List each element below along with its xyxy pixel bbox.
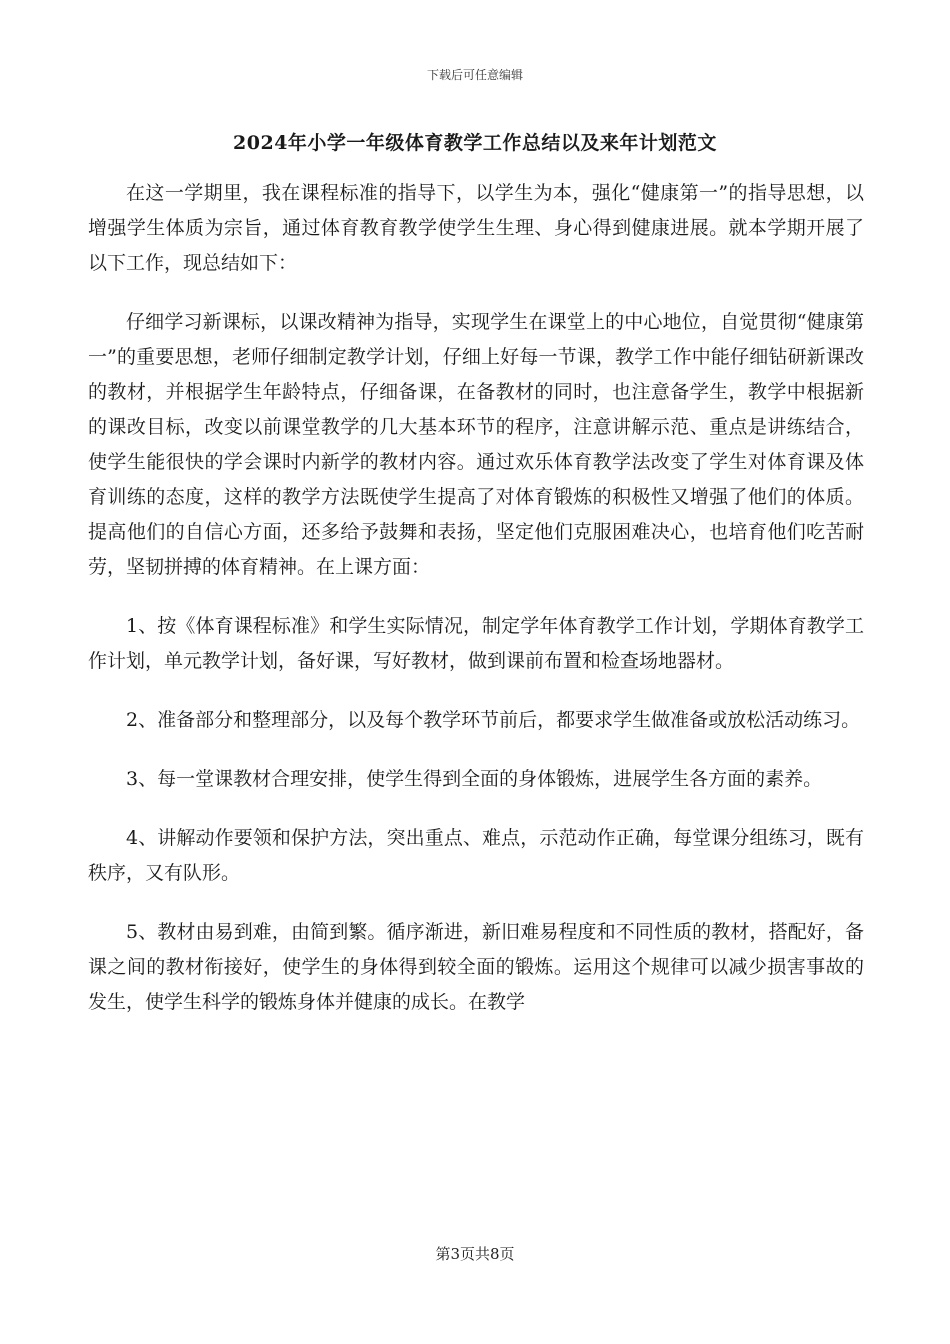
document-title: 2024年小学一年级体育教学工作总结以及来年计划范文 bbox=[233, 132, 717, 154]
header-note: 下载后可任意编辑 bbox=[426, 68, 523, 82]
paragraph-item-2: 2、准备部分和整理部分，以及每个教学环节前后，都要求学生做准备或放松活动练习。 bbox=[126, 709, 861, 731]
paragraph-intro: 在这一学期里，我在课程标准的指导下，以学生为本，强化“健康第一”的指导思想，以增强学生体质为宗旨，通过体育教育教学使学生生理、身心得到健康进展。就本学期开展了以下工作，现总结如下： bbox=[88, 182, 864, 274]
document-body bbox=[88, 176, 864, 1044]
paragraph-item-3: 3、每一堂课教材合理安排，使学生得到全面的身体锻炼，进展学生各方面的素养。 bbox=[126, 768, 823, 790]
paragraph-study: 仔细学习新课标，以课改精神为指导，实现学生在课堂上的中心地位，自觉贯彻“健康第一”的重要思想，老师仔细制定教学计划，仔细上好每一节课，教学工作中能仔细钻研新课改的教材，并根据学生年龄特点，仔细备课，在备教材的同时，也注意备学生，教学中根据新的课改目标，改变以前课堂教学的几大基本环节的程序，注意讲解示范、重点是讲练结合，使学生能很快的学会课时内新学的教材内容。通过欢乐体育教学法改变了学生对体育课及体育训练的态度，这样的教学方法既使学生提高了对体育锻炼的积极性又增强了他们的体质。提高他们的自信心方面，还多给予鼓舞和表扬，坚定他们克服困难决心，也培育他们吃苦耐劳，坚韧拼搏的体育精神。在上课方面： bbox=[88, 311, 864, 578]
paragraph-item-5: 5、教材由易到难，由简到繁。循序渐进，新旧难易程度和不同性质的教材，搭配好，备课之间的教材衔接好，使学生的身体得到较全面的锻炼。运用这个规律可以减少损害事故的发生，使学生科学的锻炼身体并健康的成长。在教学 bbox=[88, 921, 864, 1013]
paragraph-item-1: 1、按《体育课程标准》和学生实际情况，制定学年体育教学工作计划，学期体育教学工作计划，单元教学计划，备好课，写好教材，做到课前布置和检查场地器材。 bbox=[88, 615, 864, 672]
paragraph-item-4: 4、讲解动作要领和保护方法，突出重点、难点，示范动作正确，每堂课分组练习，既有秩序，又有队形。 bbox=[88, 827, 864, 884]
page-number: 第3页共8页 bbox=[435, 1245, 515, 1263]
